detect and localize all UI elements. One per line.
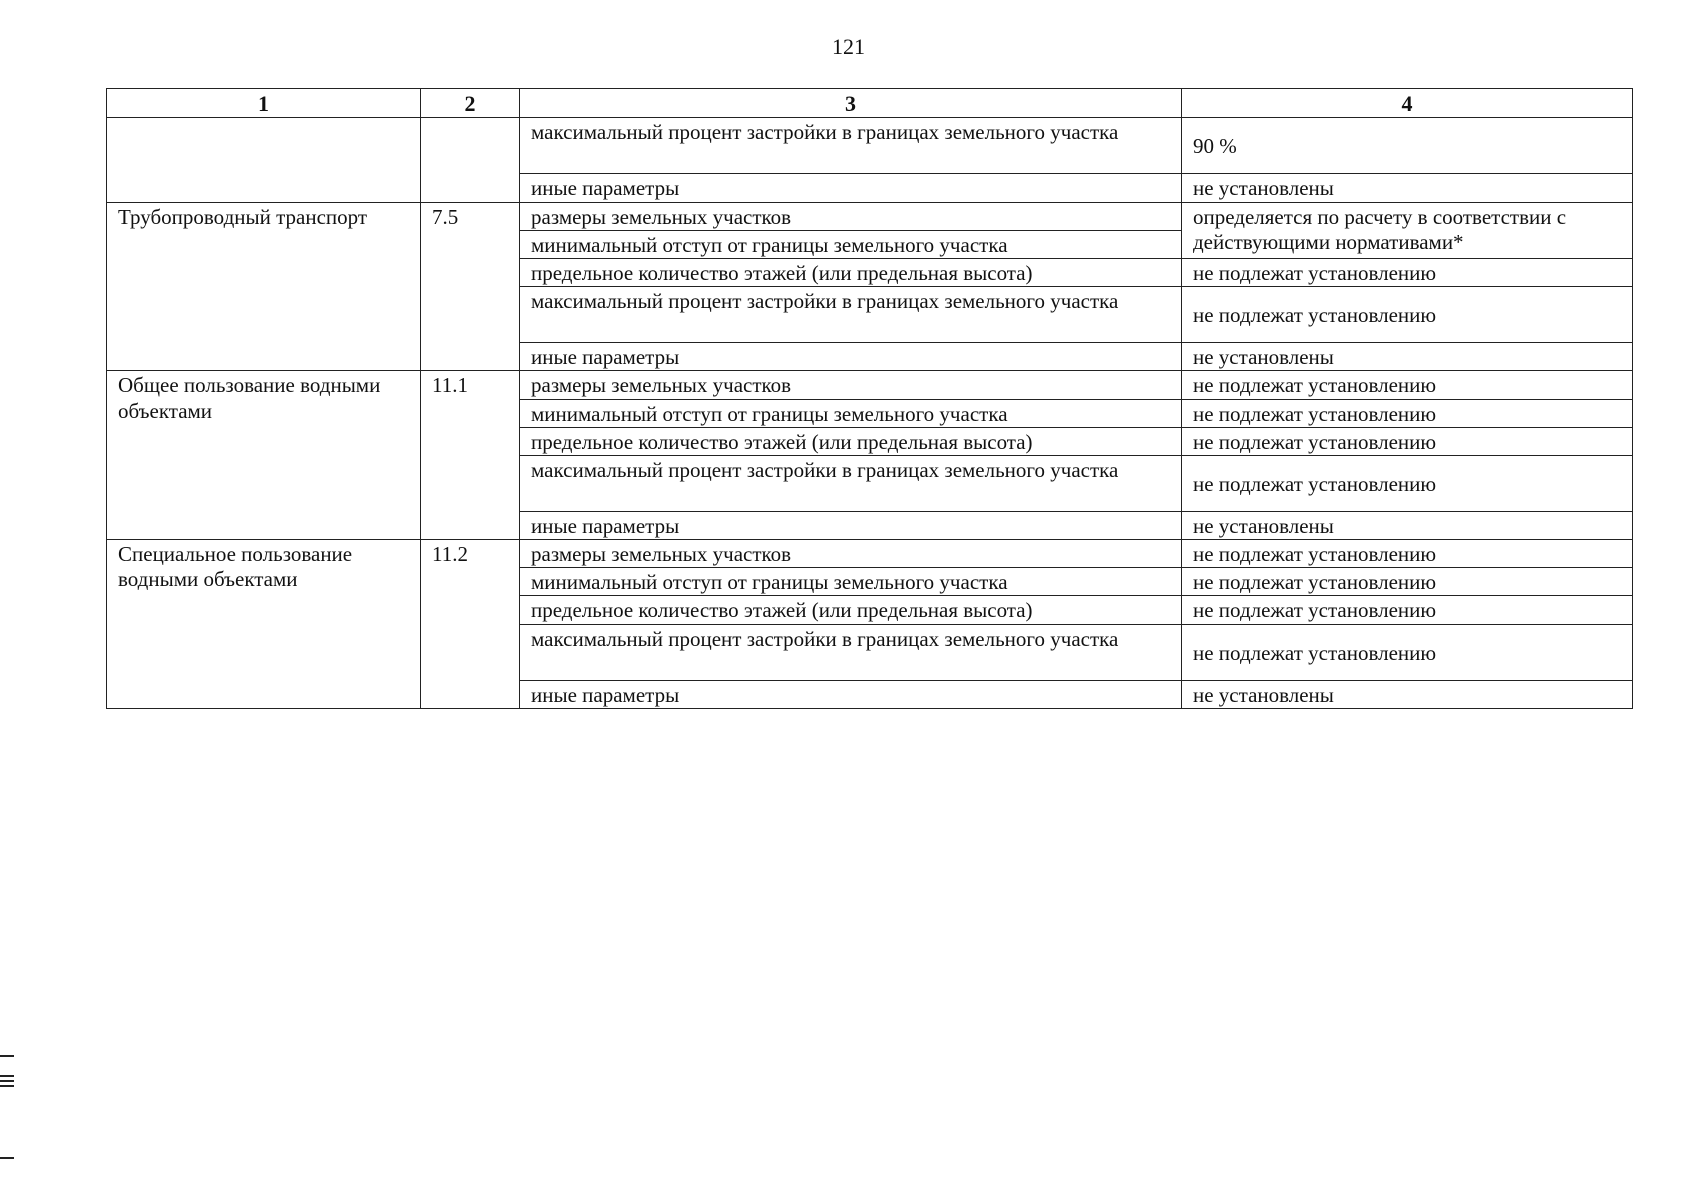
value-cell: не подлежат установлению <box>1182 427 1633 455</box>
scan-mark <box>0 1080 14 1082</box>
table-row <box>107 118 1633 174</box>
value-cell: не подлежат установлению <box>1182 540 1633 568</box>
column-header-2: 2 <box>421 89 520 118</box>
value-cell: не подлежат установлению <box>1182 287 1633 343</box>
column-header-1: 1 <box>107 89 421 118</box>
parameter-cell: иные параметры <box>520 174 1182 202</box>
value-cell: не подлежат установлению <box>1182 596 1633 624</box>
land-use-cell: Специальное пользование водными объектами <box>107 540 421 709</box>
land-use-cell <box>107 118 421 202</box>
parameter-cell: максимальный процент застройки в границах земельного участка <box>520 455 1182 511</box>
parameter-cell: минимальный отступ от границы земельного участка <box>520 568 1182 596</box>
value-cell: 90 % <box>1182 118 1633 174</box>
parameter-cell: максимальный процент застройки в границах земельного участка <box>520 118 1182 174</box>
value-cell: не подлежат установлению <box>1182 399 1633 427</box>
zoning-parameters-table <box>106 88 1633 709</box>
parameter-cell: иные параметры <box>520 680 1182 708</box>
table-row <box>107 540 1633 568</box>
column-header-3: 3 <box>520 89 1182 118</box>
value-cell: не установлены <box>1182 343 1633 371</box>
value-cell: не установлены <box>1182 680 1633 708</box>
code-cell: 11.2 <box>421 540 520 709</box>
scan-edge-marks <box>0 1055 14 1162</box>
parameter-cell: иные параметры <box>520 511 1182 539</box>
column-header-4: 4 <box>1182 89 1633 118</box>
parameter-cell: иные параметры <box>520 343 1182 371</box>
parameter-cell: предельное количество этажей (или предельная высота) <box>520 596 1182 624</box>
land-use-cell: Общее пользование водными объектами <box>107 371 421 540</box>
scan-mark <box>0 1055 14 1057</box>
scan-mark <box>0 1085 14 1087</box>
table-header-row <box>107 89 1633 118</box>
parameter-cell: минимальный отступ от границы земельного участка <box>520 399 1182 427</box>
value-cell: не установлены <box>1182 174 1633 202</box>
value-cell: не подлежат установлению <box>1182 624 1633 680</box>
code-cell: 7.5 <box>421 202 520 371</box>
parameter-cell: минимальный отступ от границы земельного участка <box>520 230 1182 258</box>
table-row <box>107 202 1633 230</box>
table-row <box>107 371 1633 399</box>
parameter-cell: максимальный процент застройки в границах земельного участка <box>520 624 1182 680</box>
scan-mark <box>0 1157 14 1159</box>
parameter-cell: предельное количество этажей (или предельная высота) <box>520 258 1182 286</box>
scan-mark <box>0 1075 14 1077</box>
code-cell <box>421 118 520 202</box>
parameter-cell: максимальный процент застройки в границах земельного участка <box>520 287 1182 343</box>
parameter-cell: предельное количество этажей (или предельная высота) <box>520 427 1182 455</box>
parameter-cell: размеры земельных участков <box>520 371 1182 399</box>
value-cell: не подлежат установлению <box>1182 568 1633 596</box>
value-cell: не подлежат установлению <box>1182 258 1633 286</box>
code-cell: 11.1 <box>421 371 520 540</box>
parameter-cell: размеры земельных участков <box>520 202 1182 230</box>
page-number: 121 <box>832 34 865 59</box>
value-cell: не подлежат установлению <box>1182 371 1633 399</box>
land-use-cell: Трубопроводный транспорт <box>107 202 421 371</box>
parameter-cell: размеры земельных участков <box>520 540 1182 568</box>
value-cell: определяется по расчету в соответствии с действующими нормативами* <box>1182 202 1633 258</box>
value-cell: не подлежат установлению <box>1182 455 1633 511</box>
value-cell: не установлены <box>1182 511 1633 539</box>
